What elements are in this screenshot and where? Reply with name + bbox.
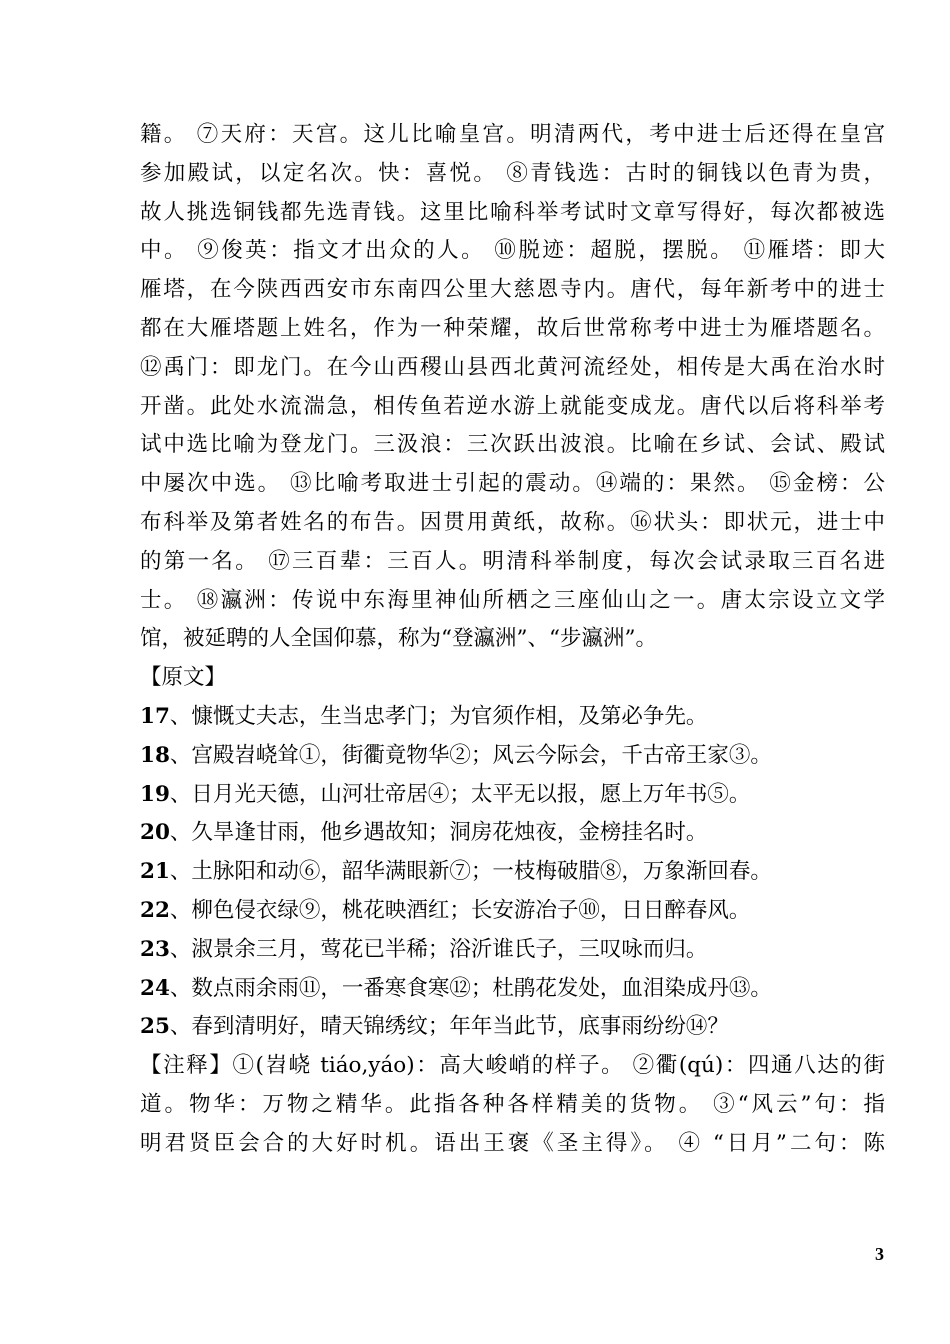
poem-number: 19	[140, 781, 170, 807]
poem-line	[140, 737, 885, 776]
poem-text: 、慷慨丈夫志，生当忠孝门；为官须作相，及第必争先。	[169, 703, 708, 729]
poem-list	[140, 698, 885, 1047]
note-line: 中。 ⑨俊英：指文才出众的人。 ⑩脱迹：超脱，摆脱。 ⑪雁塔：即大	[140, 238, 885, 264]
poem-number: 24	[140, 975, 170, 1001]
note-line: 参加殿试，以定名次。快：喜悦。 ⑧青钱选：古时的铜钱以色青为贵，	[140, 160, 885, 186]
poem-line	[140, 776, 885, 815]
poem-line	[140, 814, 885, 853]
poem-number: 23	[140, 936, 170, 962]
poem-number: 21	[140, 859, 170, 885]
annotation-line: 道。物华：万物之精华。此指各种各样精美的货物。 ③“风云”句：指	[140, 1091, 885, 1117]
poem-text: 、数点雨余雨⑪，一番寒食寒⑫；杜鹃花发处，血泪染成丹⑬。	[169, 975, 772, 1001]
annotation-label: 【注释】	[140, 1053, 233, 1079]
poem-line	[140, 853, 885, 892]
poem-line	[140, 970, 885, 1009]
note-line: 馆，被延聘的人全国仰慕，称为“登瀛洲”、“步瀛洲”。	[140, 626, 657, 652]
note-line: 中屡次中选。 ⑬比喻考取进士引起的震动。⑭端的：果然。 ⑮金榜：公	[140, 471, 885, 497]
poem-number: 17	[140, 703, 170, 729]
page-number: 3	[875, 1244, 884, 1264]
poem-number: 22	[140, 897, 170, 923]
annotation-line	[140, 1047, 885, 1086]
poem-text: 、久旱逢甘雨，他乡遇故知；洞房花烛夜，金榜挂名时。	[169, 820, 708, 846]
poem-text: 、淑景余三月，莺花已半稀；浴沂谁氏子，三叹咏而归。	[169, 936, 708, 962]
poem-number: 18	[140, 742, 170, 768]
poem-text: 、春到清明好，晴天锦绣纹；年年当此节，底事雨纷纷⑭？	[169, 1014, 729, 1040]
annotation-line: 明君贤臣会合的大好时机。语出王褒《圣主得》。 ④ “日月”二句：陈	[140, 1130, 885, 1156]
poem-text: 、柳色侵衣绿⑨，桃花映酒红；长安游冶子⑩，日日醉春风。	[169, 897, 751, 923]
original-text-heading: 【原文】	[140, 665, 227, 691]
annotation-text: ①(岧峣 tiáo,yáo)：高大峻峭的样子。 ②衢(qú)：四通八达的街	[232, 1053, 885, 1079]
poem-text: 、土脉阳和动⑥，韶华满眼新⑦；一枝梅破腊⑧，万象渐回春。	[169, 859, 772, 885]
note-line: 士。 ⑱瀛洲：传说中东海里神仙所栖之三座仙山之一。唐太宗设立文学	[140, 587, 885, 613]
poem-line	[140, 931, 885, 970]
poem-text: 、日月光天德，山河壮帝居④；太平无以报，愿上万年书⑤。	[169, 781, 751, 807]
poem-line	[140, 698, 885, 737]
note-line: 都在大雁塔题上姓名，作为一种荣耀，故后世常称考中进士为雁塔题名。	[140, 315, 885, 341]
poem-text: 、宫殿岧峣耸①，街衢竟物华②；风云今际会，千古帝王家③。	[169, 742, 772, 768]
note-line: 试中选比喻为登龙门。三汲浪：三次跃出波浪。比喻在乡试、会试、殿试	[140, 432, 885, 458]
note-line: 故人挑选铜钱都先选青钱。这里比喻科举考试时文章写得好，每次都被选	[140, 199, 885, 225]
note-line: 雁塔，在今陕西西安市东南四公里大慈恩寺内。唐代，每年新考中的进士	[140, 277, 885, 303]
poem-line	[140, 892, 885, 931]
notes-continued	[140, 116, 885, 659]
note-line: 的第一名。 ⑰三百辈：三百人。明清科举制度，每次会试录取三百名进	[140, 548, 885, 574]
note-line: 布科举及第者姓名的布告。因贯用黄纸，故称。⑯状头：即状元，进士中	[140, 509, 885, 535]
poem-number: 25	[140, 1014, 170, 1040]
note-line: ⑫禹门：即龙门。在今山西稷山县西北黄河流经处，相传是大禹在治水时	[140, 354, 885, 380]
poem-line	[140, 1008, 885, 1047]
annotation-block	[140, 1047, 885, 1163]
poem-number: 20	[140, 820, 170, 846]
note-line: 开凿。此处水流湍急，相传鱼若逆水游上就能变成龙。唐代以后将科举考	[140, 393, 885, 419]
note-line: 籍。 ⑦天府：天宫。这儿比喻皇宫。明清两代，考中进士后还得在皇宫	[140, 122, 885, 147]
page-content	[140, 116, 885, 1164]
